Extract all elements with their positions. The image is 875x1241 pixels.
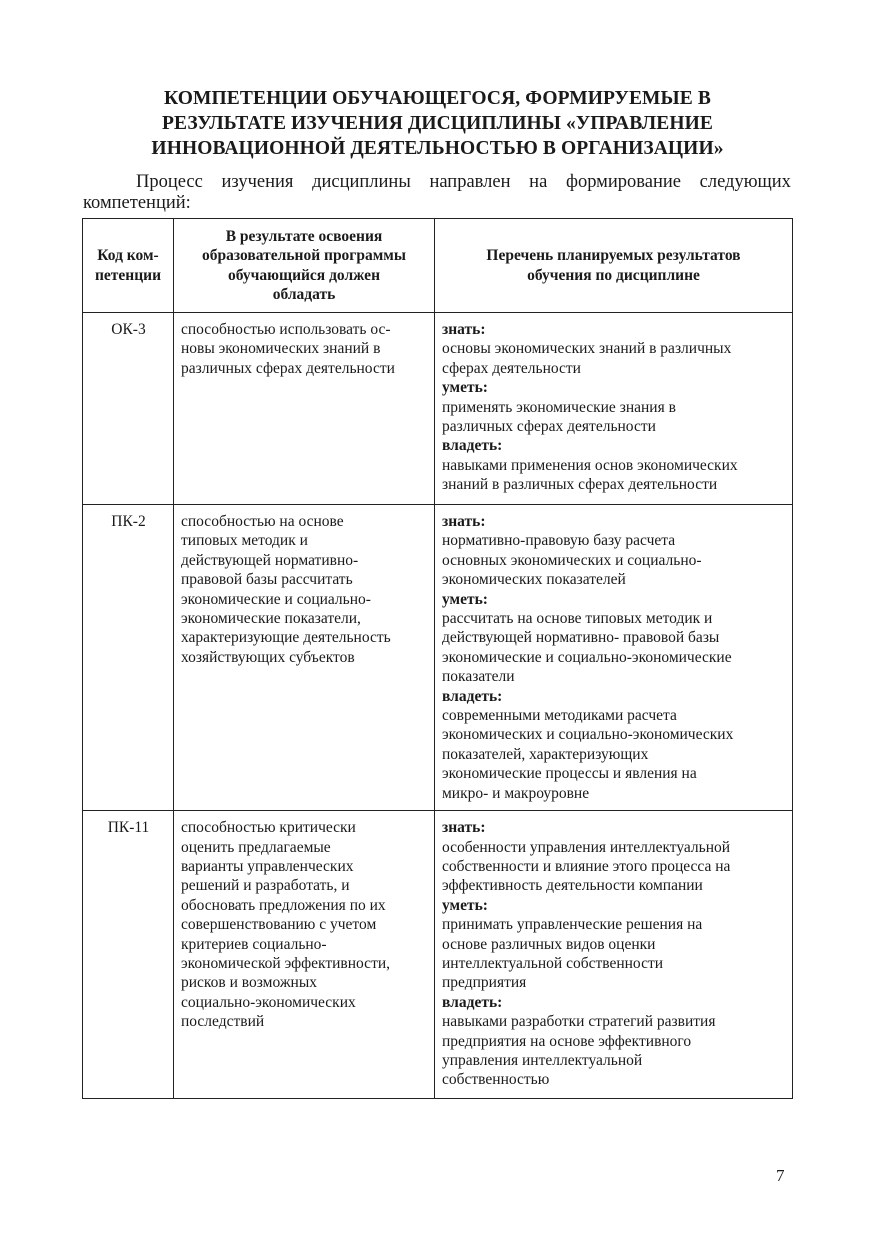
title-line: РЕЗУЛЬТАТЕ ИЗУЧЕНИЯ ДИСЦИПЛИНЫ «УПРАВЛЕНИЕ [162, 113, 713, 134]
outcome-line-know: экономических показателей [442, 571, 626, 589]
intro-word: следующих [699, 172, 791, 192]
intro-word: направлен [429, 172, 511, 192]
outcome-label-know: знать: [442, 321, 486, 338]
outcome-line-know: особенности управления интеллектуальной [442, 838, 731, 856]
outcome-line-own: знаний в различных сферах деятельности [442, 476, 718, 494]
description-line: хозяйствующих субъектов [181, 648, 355, 666]
outcome-label-own: владеть: [442, 437, 503, 455]
description-line: экономической эффективности, [181, 954, 391, 972]
outcome-line-able: экономические и социально-экономические [442, 648, 732, 666]
title-line: КОМПЕТЕНЦИИ ОБУЧАЮЩЕГОСЯ, ФОРМИРУЕМЫЕ В [163, 88, 711, 109]
intro-paragraph [83, 172, 791, 214]
outcome-line-own: навыками применения основ экономических [442, 456, 738, 474]
outcome-line-able: основе различных видов оценки [442, 935, 656, 953]
outcome-line-know: сферах деятельности [442, 359, 581, 377]
intro-word: формирование [565, 172, 681, 192]
outcome-line-own: управления интеллектуальной [442, 1051, 643, 1069]
outcome-line-know: собственности и влияние этого процесса на [442, 857, 731, 875]
outcome-line-know: эффективность деятельности компании [442, 877, 703, 895]
outcome-line-able: интеллектуальной собственности [442, 954, 664, 972]
page-title [100, 86, 775, 161]
description-line: последствий [181, 1013, 265, 1031]
intro-word: Процесс [136, 172, 203, 192]
intro-word: на [529, 172, 548, 192]
outcome-line-able: рассчитать на основе типовых методик и [442, 610, 713, 628]
learning-outcomes [435, 811, 793, 1099]
outcome-label-able: уметь: [442, 896, 488, 914]
competency-description [174, 505, 435, 811]
intro-line-2: компетенций: [83, 193, 191, 213]
description-line: различных сферах деятельности [181, 359, 395, 377]
outcome-label-own: владеть: [442, 993, 503, 1011]
description-line: способностью использовать ос- [181, 321, 391, 338]
description-line: обосновать предложения по их [181, 896, 386, 914]
outcome-line-able: действующей нормативно- правовой базы [442, 629, 720, 647]
description-line: решений и разработать, и [181, 877, 350, 895]
title-line: ИННОВАЦИОННОЙ ДЕЯТЕЛЬНОСТЬЮ В ОРГАНИЗАЦИИ» [151, 138, 724, 159]
description-line: действующей нормативно- [181, 551, 359, 569]
learning-outcomes [435, 313, 793, 505]
outcome-line-able: различных сферах деятельности [442, 418, 656, 436]
outcome-line-own: предприятия на основе эффективного [442, 1032, 692, 1050]
outcome-label-know: знать: [442, 819, 486, 837]
description-line: способностью на основе [181, 513, 344, 530]
header-result: В результате освоения образовательной программы обучающийся должен обладать [174, 219, 435, 313]
header-code: Код ком- петенции [83, 219, 174, 313]
description-line: рисков и возможных [181, 974, 317, 992]
outcome-label-able: уметь: [442, 590, 488, 608]
competency-description [174, 313, 435, 505]
outcome-line-own: навыками разработки стратегий развития [442, 1013, 716, 1031]
competencies-table [82, 218, 793, 1099]
outcome-line-own: современными методиками расчета [442, 707, 677, 725]
header-outcomes: Перечень планируемых результатов обучения по дисциплине [435, 219, 793, 313]
competency-code: ПК-2 [83, 505, 174, 811]
outcome-line-able: предприятия [442, 974, 527, 992]
table-row [83, 811, 793, 1099]
page-number: 7 [776, 1166, 785, 1185]
description-line: варианты управленческих [181, 857, 354, 875]
description-line: экономические и социально- [181, 590, 371, 608]
outcome-label-own: владеть: [442, 687, 503, 705]
description-line: критериев социально- [181, 935, 327, 953]
outcome-line-own: экономических и социально-экономических [442, 726, 734, 744]
description-line: социально-экономических [181, 993, 356, 1011]
intro-word: дисциплины [312, 172, 411, 192]
outcome-line-know: нормативно-правовую базу расчета [442, 532, 676, 550]
description-line: новы экономических знаний в [181, 340, 381, 358]
description-line: экономические показатели, [181, 610, 361, 628]
table-header-row [83, 219, 793, 313]
outcome-label-able: уметь: [442, 379, 488, 397]
outcome-line-own: экономические процессы и явления на [442, 765, 697, 783]
table-row [83, 313, 793, 505]
description-line: характеризующие деятельность [181, 629, 391, 647]
outcome-line-own: показателей, характеризующих [442, 745, 649, 763]
description-line: типовых методик и [181, 532, 308, 550]
competency-description [174, 811, 435, 1099]
outcome-line-know: основы экономических знаний в различных [442, 340, 732, 358]
description-line: оценить предлагаемые [181, 838, 331, 856]
intro-word: изучения [221, 172, 294, 192]
outcome-label-know: знать: [442, 513, 486, 530]
description-line: совершенствованию с учетом [181, 916, 377, 934]
outcome-line-know: основных экономических и социально- [442, 551, 702, 569]
outcome-line-able: показатели [442, 668, 515, 686]
description-line: способностью критически [181, 819, 356, 837]
learning-outcomes [435, 505, 793, 811]
description-line: правовой базы рассчитать [181, 571, 353, 589]
outcome-line-able: применять экономические знания в [442, 398, 676, 416]
competency-code: ПК-11 [83, 811, 174, 1099]
table-row [83, 505, 793, 811]
outcome-line-own: микро- и макроуровне [442, 784, 590, 802]
competency-code: ОК-3 [83, 313, 174, 505]
outcome-line-own: собственностью [442, 1071, 550, 1089]
outcome-line-able: принимать управленческие решения на [442, 916, 703, 934]
intro-line-1 [83, 172, 791, 193]
